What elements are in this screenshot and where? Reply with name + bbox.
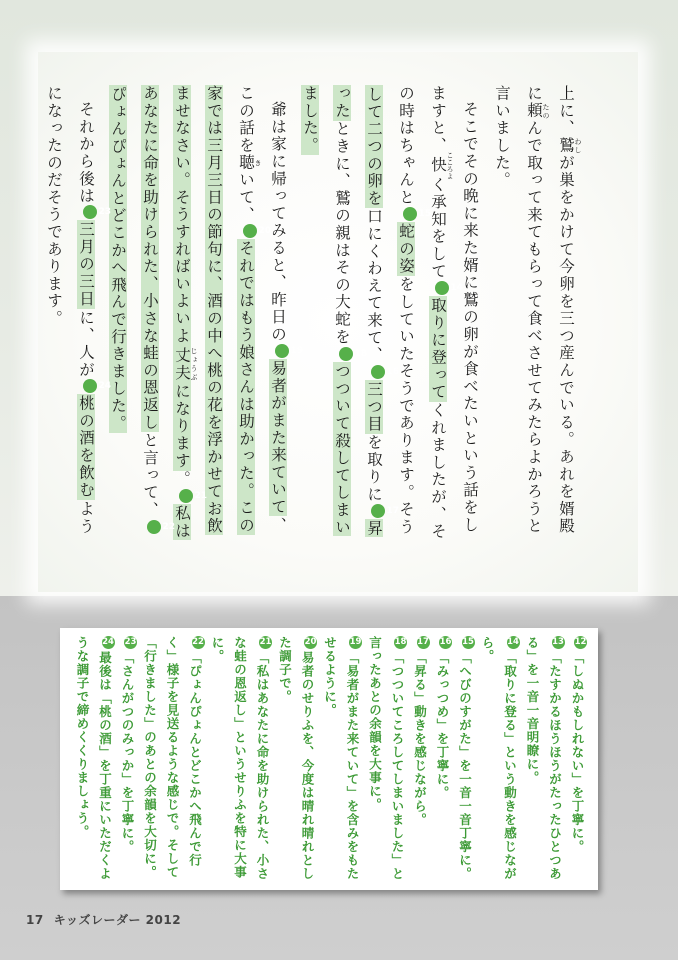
highlighted-phrase: になります: [173, 383, 191, 470]
highlighted-phrase: 昇った: [333, 85, 383, 538]
highlighted-phrase: ぴょんぴょんとどこかへ飛んで行きました。: [109, 86, 127, 432]
ruby-base: 聴: [237, 154, 255, 172]
note-text: 「取りに登る」という動きを感じながら。: [480, 636, 518, 881]
note-text: 「私はあなたに命を助けられた、小さな蛙の恩返し」というせりふを特に大事に。: [210, 636, 270, 881]
ruby-ki: [237, 154, 262, 172]
note-text: 「昇る」動きを感じながら。: [412, 651, 428, 827]
note-marker: 14: [435, 281, 449, 295]
text-run: をしていたそうであります。そう: [397, 276, 415, 536]
highlighted-phrase: 私はあなたに命を助けられた、小さな蛙の恩返し: [141, 85, 191, 540]
note-text: 「みっつめ」を丁寧に。: [435, 651, 450, 800]
note-marker: 16: [371, 365, 385, 379]
text-run: 爺は家に帰ってみると、昨日の: [269, 100, 287, 343]
text-run: そこでその晩に来た婿に鷲の卵が食べたいという話をしますと、: [429, 85, 479, 533]
ruby-tano: [525, 102, 550, 120]
note-text: 易者のせりふを、今度は晴れ晴れとした調子で。: [277, 636, 315, 881]
page-number: 17: [26, 913, 44, 927]
highlighted-phrase: 易者がまた来ていて: [269, 359, 287, 516]
note-text: 「易者がまた来ていて」を含みをもたせるように。: [322, 636, 360, 881]
note-marker: 23: [83, 205, 97, 219]
note-number: 22: [192, 637, 204, 647]
highlighted-phrase: [173, 346, 198, 383]
note-number: 24: [102, 637, 114, 647]
note-text: 「さんがつのみっか」を丁寧に。: [120, 651, 135, 854]
note-text: 「へびのすがた」を一音一音丁寧に。: [457, 651, 473, 881]
note-item: [476, 636, 521, 882]
note-number: 15: [462, 637, 474, 647]
text-run: ときに、鷲の親はその大蛇を: [333, 120, 351, 346]
ruby-base: 頼: [525, 102, 543, 120]
highlighted-phrase: 三つ目: [365, 380, 383, 433]
highlighted-phrase: それではもう娘さんは助かった。この家では三月三日の節句に、酒の中へ桃の花を浮かせてお飲ませなさい。そうすればいよいよ: [173, 85, 255, 535]
ruby-text: じょうぶ: [190, 346, 198, 382]
ruby-text: わし: [574, 136, 582, 155]
story-paragraph-1: [486, 85, 582, 545]
note-item: [116, 636, 139, 882]
note-marker: 22: [147, 520, 161, 534]
text-run: 上に、: [557, 85, 575, 137]
text-run: が巣をかけて今卵を三つ産んでいる。あれを婿殿に: [525, 85, 575, 535]
note-number: 21: [259, 637, 272, 647]
note-marker: 18: [339, 347, 353, 361]
story-text: [45, 85, 582, 545]
text-run: と言って、: [141, 432, 159, 519]
highlighted-phrase: 三月の三日: [77, 221, 95, 308]
note-item: [566, 636, 589, 882]
note-marker: 19: [275, 344, 289, 358]
story-paragraph-2: [294, 85, 486, 545]
highlighted-phrase: つついて殺してしまいました。: [301, 85, 351, 536]
note-text: 「たすかるほうほうがたったひとつある」を一音一音明瞭に。: [525, 636, 563, 881]
note-text: 「つついてころしてしまいました」と言ったあとの余韻を大事に。: [367, 636, 405, 881]
note-number: 17: [417, 637, 429, 647]
ruby-base: 快: [429, 151, 447, 180]
note-number: 16: [439, 637, 452, 647]
note-item: [318, 636, 363, 882]
ruby-text: こころよ: [446, 151, 454, 180]
note-number: 19: [349, 637, 362, 647]
ruby-base: 丈夫: [173, 346, 191, 382]
note-marker: 20: [243, 224, 257, 238]
text-run: 、この話を: [237, 85, 287, 534]
text-run: 。: [173, 470, 191, 488]
highlighted-phrase: して二つの卵を: [365, 86, 383, 208]
ruby-text: き: [254, 154, 262, 172]
publication-title: キッズレーダー 2012: [53, 913, 182, 927]
text-run: いて、: [237, 171, 255, 224]
text-run: 口にくわえて来て、: [365, 208, 383, 364]
note-number: 13: [552, 637, 564, 647]
note-marker: 15: [403, 207, 417, 221]
ruby-text: たの: [542, 102, 550, 120]
note-item: [453, 636, 476, 882]
note-item: [71, 636, 116, 882]
note-item: [273, 636, 318, 882]
text-run: を取りに: [365, 433, 383, 503]
note-text: 最後は「桃の酒」を丁重にいただくような調子で締めくくりましょう。: [75, 636, 113, 881]
reading-notes: [68, 636, 588, 882]
highlighted-phrase: 取りに登って: [429, 297, 447, 401]
page-footer: [26, 911, 191, 928]
ruby-base: 鷲: [557, 136, 575, 155]
note-number: 20: [304, 637, 317, 647]
note-item: [408, 636, 431, 882]
text-run: に、人が: [77, 308, 95, 379]
note-text: 「ぴょんぴょんとどこかへ飛んで行く」様子を見送るような感じで。そして「行きました」のあとの余韻を大切に。: [142, 636, 203, 879]
note-marker: 21: [179, 489, 193, 503]
note-item: [206, 636, 274, 882]
ruby-joubu: [173, 346, 198, 382]
note-item: [521, 636, 566, 882]
highlighted-phrase: 桃の酒を飲む: [77, 395, 95, 499]
ruby-washi: [557, 136, 582, 155]
story-paragraph-4: [38, 85, 112, 545]
note-number: 14: [507, 637, 519, 647]
text-run: それから後は: [77, 100, 95, 205]
text-run: く承知をして: [429, 176, 447, 281]
story-paragraph-3: [102, 85, 304, 545]
note-item: [138, 636, 206, 882]
note-marker: 24: [83, 379, 97, 393]
note-number: 18: [394, 637, 407, 647]
text-run: ようになったのだそうであります。: [45, 85, 95, 535]
ruby-kokoroyo: [429, 151, 454, 180]
note-number: 23: [124, 637, 137, 647]
text-run: くれましたが、その時はちゃんと: [397, 85, 447, 541]
note-text: 「しぬかもしれない」を丁寧に。: [570, 651, 585, 854]
note-item: [431, 636, 454, 882]
highlighted-phrase: 蛇の姿: [397, 223, 415, 276]
note-marker: 17: [371, 504, 385, 518]
text-run: んで取って来てもらって食べさせてみたらよかろうと言いました。: [493, 85, 543, 535]
note-number: 12: [574, 637, 587, 647]
note-item: [363, 636, 408, 882]
